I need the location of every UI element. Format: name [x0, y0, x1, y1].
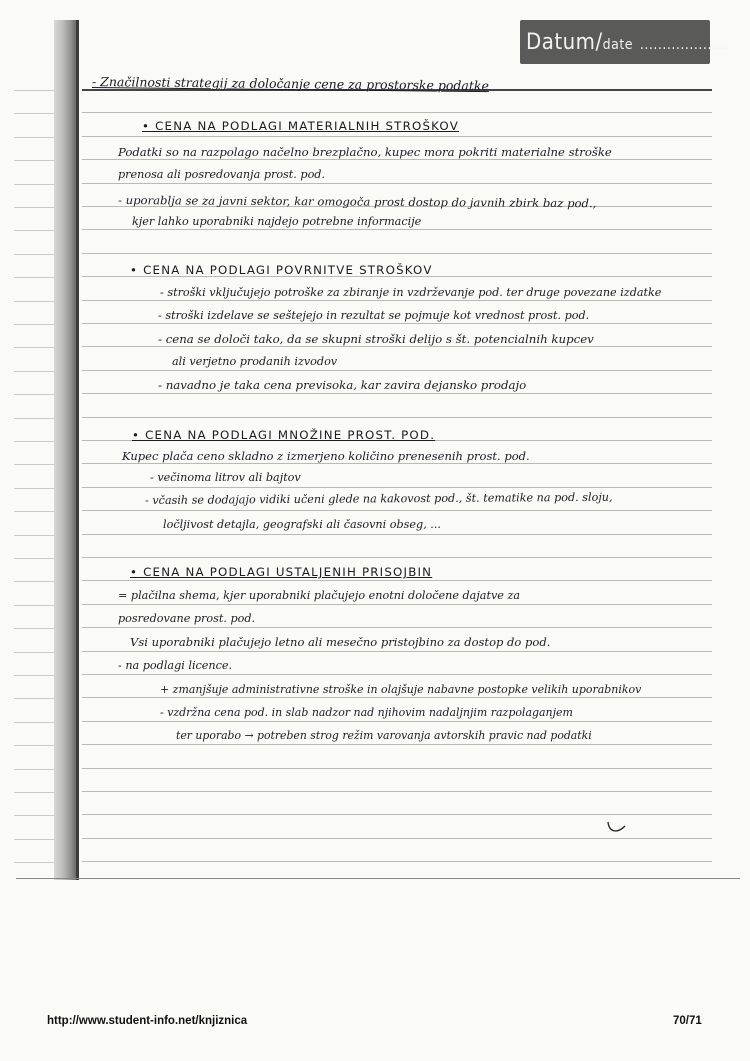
- ruled-line: [82, 112, 712, 113]
- section-2-line-1: - stroški vključujejo potroške za zbiranje in vzdrževanje pod. ter druge povezane izdatke: [160, 286, 662, 299]
- ruled-line: [82, 487, 712, 488]
- margin-line: [14, 324, 54, 325]
- section-heading-2: • CENA NA PODLAGI POVRNITVE STROŠKOV: [130, 263, 433, 277]
- ruled-line: [82, 721, 712, 722]
- margin-line: [14, 254, 54, 255]
- margin-line: [14, 628, 54, 629]
- section-3-line-1: Kupec plača ceno skladno z izmerjeno količino prenesenih prost. pod.: [122, 450, 530, 463]
- ruled-line: [82, 861, 712, 862]
- margin-line: [14, 394, 54, 395]
- ruled-line: [82, 183, 712, 184]
- footer-page-number: 70/71: [673, 1015, 702, 1027]
- ruled-line: [82, 651, 712, 652]
- section-2-line-3: - cena se določi tako, da se skupni stroški delijo s št. potencialnih kupcev: [158, 333, 594, 346]
- ruled-line: [82, 744, 712, 745]
- margin-line: [14, 511, 54, 512]
- end-mark-icon: [605, 818, 629, 836]
- ruled-line: [82, 627, 712, 628]
- margin-line: [14, 722, 54, 723]
- section-heading-4: • CENA NA PODLAGI USTALJENIH PRISOJBIN: [130, 565, 433, 579]
- left-margin: [0, 90, 54, 890]
- section-3-line-4: ločljivost detajla, geografski ali časovni obseg, ...: [163, 518, 441, 531]
- section-4-line-1: = plačilna shema, kjer uporabniki plačujejo enotni določene dajatve za: [118, 589, 521, 602]
- section-4-line-4: - na podlagi licence.: [118, 659, 233, 672]
- ruled-line: [82, 159, 712, 160]
- ruled-line: [82, 838, 712, 839]
- margin-line: [14, 675, 54, 676]
- section-heading-3: • CENA NA PODLAGI MNOŽINE PROST. POD.: [132, 428, 436, 442]
- date-label: [526, 30, 730, 55]
- ruled-line: [82, 463, 712, 464]
- ruled-line: [82, 300, 712, 301]
- margin-line: [14, 558, 54, 559]
- margin-line: [14, 184, 54, 185]
- date-word: date: [602, 37, 634, 53]
- ruled-line: [82, 393, 712, 394]
- margin-line: [14, 839, 54, 840]
- section-4-line-3: Vsi uporabniki plačujejo letno ali mesečno pristojbino za dostop do pod.: [130, 636, 551, 649]
- margin-line: [14, 277, 54, 278]
- ruled-line: [82, 697, 712, 698]
- ruled-line: [82, 814, 712, 815]
- margin-line: [14, 769, 54, 770]
- ruled-line: [82, 768, 712, 769]
- section-2-line-2: - stroški izdelave se seštejejo in rezultat se pojmuje kot vrednost prost. pod.: [158, 309, 590, 322]
- ruled-line: [82, 791, 712, 792]
- section-1-line-2: prenosa ali posredovanja prost. pod.: [118, 168, 326, 181]
- section-1-line-3: - uporablja se za javni sektor, kar omogoča prost dostop do javnih zbirk baz pod.,: [117, 194, 597, 211]
- margin-line: [14, 207, 54, 208]
- section-1-line-4: kjer lahko uporabniki najdejo potrebne informacije: [132, 215, 422, 228]
- page-title: - Značilnosti strategij za določanje cene za prostorske podatke: [91, 74, 489, 94]
- ruled-line: [82, 604, 712, 605]
- ruled-line: [82, 346, 712, 347]
- ruled-line: [82, 323, 712, 324]
- margin-line: [14, 230, 54, 231]
- datum-label: Datum/: [526, 30, 603, 55]
- ruled-line: [82, 370, 712, 371]
- margin-line: [14, 160, 54, 161]
- date-dots: ....................: [639, 37, 730, 53]
- margin-line: [14, 745, 54, 746]
- section-1-line-1: Podatki so na razpolago načelno brezplačno, kupec mora pokriti materialne stroške: [118, 146, 612, 159]
- ruled-line: [82, 229, 712, 230]
- ruled-line: [82, 580, 712, 581]
- margin-line: [14, 90, 54, 91]
- ruled-line: [82, 136, 712, 137]
- section-2-line-4: ali verjetno prodanih izvodov: [172, 355, 338, 368]
- section-4-line-7: ter uporabo → potreben strog režim varovanja avtorskih pravic nad podatki: [176, 729, 592, 742]
- binding-strip: [54, 20, 76, 880]
- margin-line: [14, 137, 54, 138]
- ruled-line: [82, 510, 712, 511]
- margin-line: [14, 652, 54, 653]
- section-3-line-2: - večinoma litrov ali bajtov: [150, 471, 301, 484]
- margin-line: [14, 441, 54, 442]
- footer-url: http://www.student-info.net/knjiznica: [47, 1015, 248, 1027]
- margin-line: [14, 301, 54, 302]
- margin-line: [14, 535, 54, 536]
- section-4-line-6: - vzdržna cena pod. in slab nadzor nad njihovim nadaljnjim razpolaganjem: [160, 706, 573, 719]
- ruled-line: [82, 674, 712, 675]
- section-2-line-5: - navadno je taka cena previsoka, kar zavira dejansko prodajo: [158, 379, 527, 392]
- margin-line: [14, 581, 54, 582]
- section-4-line-2: posredovane prost. pod.: [118, 612, 256, 625]
- margin-line: [14, 605, 54, 606]
- margin-line: [14, 815, 54, 816]
- bottom-rule: [16, 878, 740, 879]
- ruled-line: [82, 253, 712, 254]
- margin-line: [14, 464, 54, 465]
- section-4-line-5: + zmanjšuje administrativne stroške in olajšuje nabavne postopke velikih uporabnikov: [160, 683, 642, 696]
- ruled-line: [82, 534, 712, 535]
- section-heading-1: • CENA NA PODLAGI MATERIALNIH STROŠKOV: [142, 119, 459, 133]
- ruled-line: [82, 557, 712, 558]
- ruled-line: [82, 417, 712, 418]
- margin-line: [14, 418, 54, 419]
- section-3-line-3: - včasih se dodajajo vidiki učeni glede na kakovost pod., št. tematike na pod. sloju,: [144, 490, 613, 507]
- margin-line: [14, 347, 54, 348]
- margin-line: [14, 488, 54, 489]
- margin-line: [14, 862, 54, 863]
- binding-edge: [76, 20, 79, 880]
- margin-line: [14, 698, 54, 699]
- margin-line: [14, 371, 54, 372]
- margin-line: [14, 792, 54, 793]
- margin-line: [14, 113, 54, 114]
